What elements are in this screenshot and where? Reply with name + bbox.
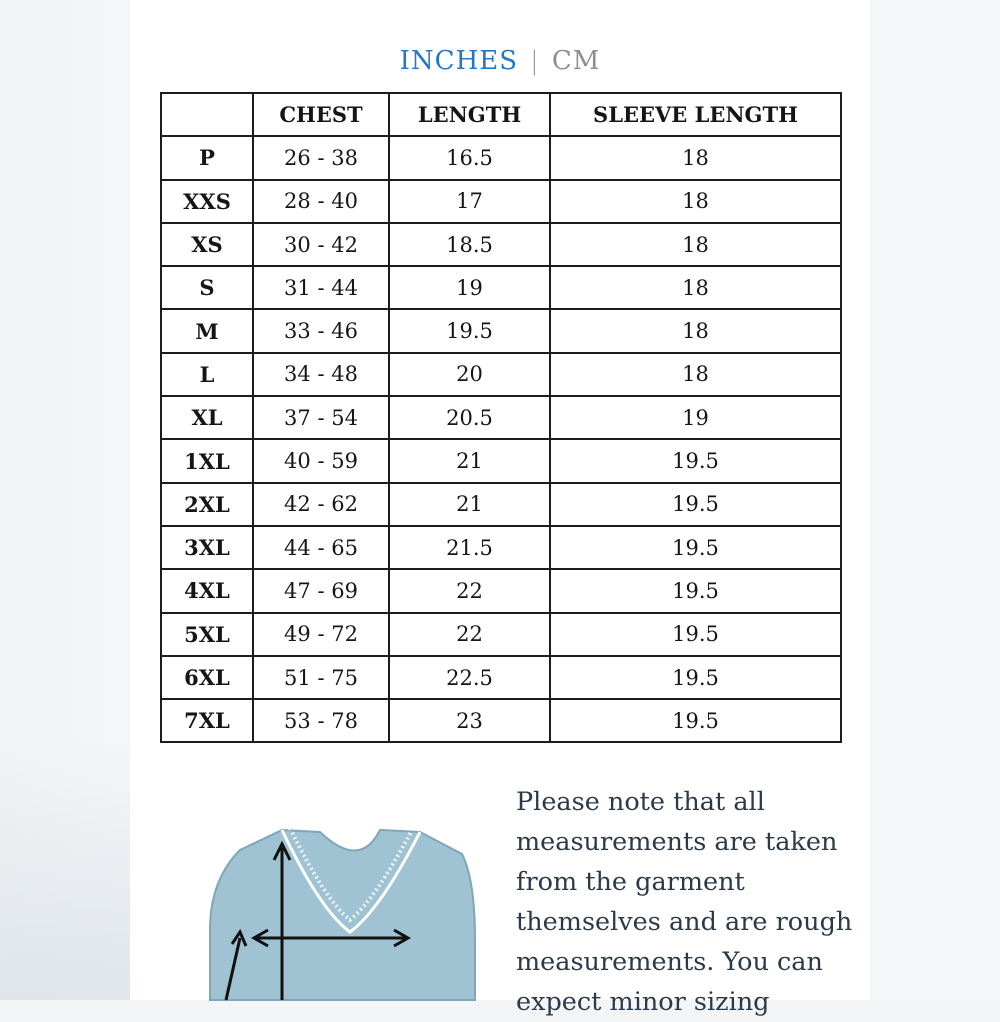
header-size (161, 93, 253, 136)
cell-chest: 53 - 78 (253, 699, 389, 742)
table-row (161, 353, 841, 396)
cell-sleeve-length: 19.5 (550, 699, 841, 742)
cell-sleeve-length: 19.5 (550, 613, 841, 656)
cell-length: 16.5 (389, 136, 550, 179)
cell-chest: 44 - 65 (253, 526, 389, 569)
table-header-row (161, 93, 841, 136)
cell-sleeve-length: 19.5 (550, 569, 841, 612)
table-row (161, 483, 841, 526)
cell-size: 6XL (161, 656, 253, 699)
table-row (161, 266, 841, 309)
cell-length: 22 (389, 569, 550, 612)
table-row (161, 136, 841, 179)
cell-size: P (161, 136, 253, 179)
cell-length: 22.5 (389, 656, 550, 699)
cell-chest: 49 - 72 (253, 613, 389, 656)
table-row (161, 699, 841, 742)
cell-chest: 40 - 59 (253, 439, 389, 482)
cell-chest: 33 - 46 (253, 309, 389, 352)
table-body (161, 136, 841, 742)
table-row (161, 180, 841, 223)
table-row (161, 656, 841, 699)
cell-sleeve-length: 19 (550, 396, 841, 439)
cell-sleeve-length: 18 (550, 353, 841, 396)
unit-toggle (130, 46, 870, 76)
sweater-icon (170, 820, 510, 1000)
table-row (161, 613, 841, 656)
cell-chest: 42 - 62 (253, 483, 389, 526)
cell-size: S (161, 266, 253, 309)
cell-size: XS (161, 223, 253, 266)
inches-tab[interactable]: INCHES (399, 46, 519, 76)
cell-chest: 51 - 75 (253, 656, 389, 699)
cell-sleeve-length: 19.5 (550, 483, 841, 526)
cell-size: 7XL (161, 699, 253, 742)
measurement-note: Please note that all measurements are taken from the garment themselves and are rough measurements. You can expect minor sizing (516, 787, 853, 1017)
cell-length: 19 (389, 266, 550, 309)
table-row (161, 526, 841, 569)
cell-sleeve-length: 18 (550, 223, 841, 266)
cell-length: 20.5 (389, 396, 550, 439)
table-row (161, 569, 841, 612)
cell-size: 4XL (161, 569, 253, 612)
cell-length: 19.5 (389, 309, 550, 352)
cell-length: 21.5 (389, 526, 550, 569)
cell-chest: 47 - 69 (253, 569, 389, 612)
cm-tab[interactable]: CM (551, 46, 601, 76)
cell-chest: 37 - 54 (253, 396, 389, 439)
cell-sleeve-length: 18 (550, 309, 841, 352)
header-chest: CHEST (253, 93, 389, 136)
cell-chest: 26 - 38 (253, 136, 389, 179)
cell-chest: 30 - 42 (253, 223, 389, 266)
table-row (161, 439, 841, 482)
cell-sleeve-length: 18 (550, 136, 841, 179)
table-row (161, 396, 841, 439)
cell-length: 17 (389, 180, 550, 223)
cell-length: 21 (389, 439, 550, 482)
background-right (870, 0, 1000, 1000)
cell-chest: 28 - 40 (253, 180, 389, 223)
size-guide-page (130, 0, 870, 1017)
cell-chest: 34 - 48 (253, 353, 389, 396)
cell-size: M (161, 309, 253, 352)
cell-size: 3XL (161, 526, 253, 569)
cell-size: L (161, 353, 253, 396)
size-chart-table (160, 92, 842, 743)
cell-length: 18.5 (389, 223, 550, 266)
header-length: LENGTH (389, 93, 550, 136)
cell-length: 20 (389, 353, 550, 396)
cell-sleeve-length: 19.5 (550, 526, 841, 569)
cell-size: 5XL (161, 613, 253, 656)
cell-size: 2XL (161, 483, 253, 526)
cell-sleeve-length: 18 (550, 266, 841, 309)
table-row (161, 223, 841, 266)
cell-length: 21 (389, 483, 550, 526)
background-left (0, 0, 130, 1000)
cell-size: 1XL (161, 439, 253, 482)
table-row (161, 309, 841, 352)
cell-size: XL (161, 396, 253, 439)
cell-chest: 31 - 44 (253, 266, 389, 309)
cell-length: 23 (389, 699, 550, 742)
header-sleeve-length: SLEEVE LENGTH (550, 93, 841, 136)
cell-size: XXS (161, 180, 253, 223)
cell-sleeve-length: 19.5 (550, 656, 841, 699)
cell-length: 22 (389, 613, 550, 656)
cell-sleeve-length: 19.5 (550, 439, 841, 482)
unit-separator: | (530, 46, 540, 76)
cell-sleeve-length: 18 (550, 180, 841, 223)
